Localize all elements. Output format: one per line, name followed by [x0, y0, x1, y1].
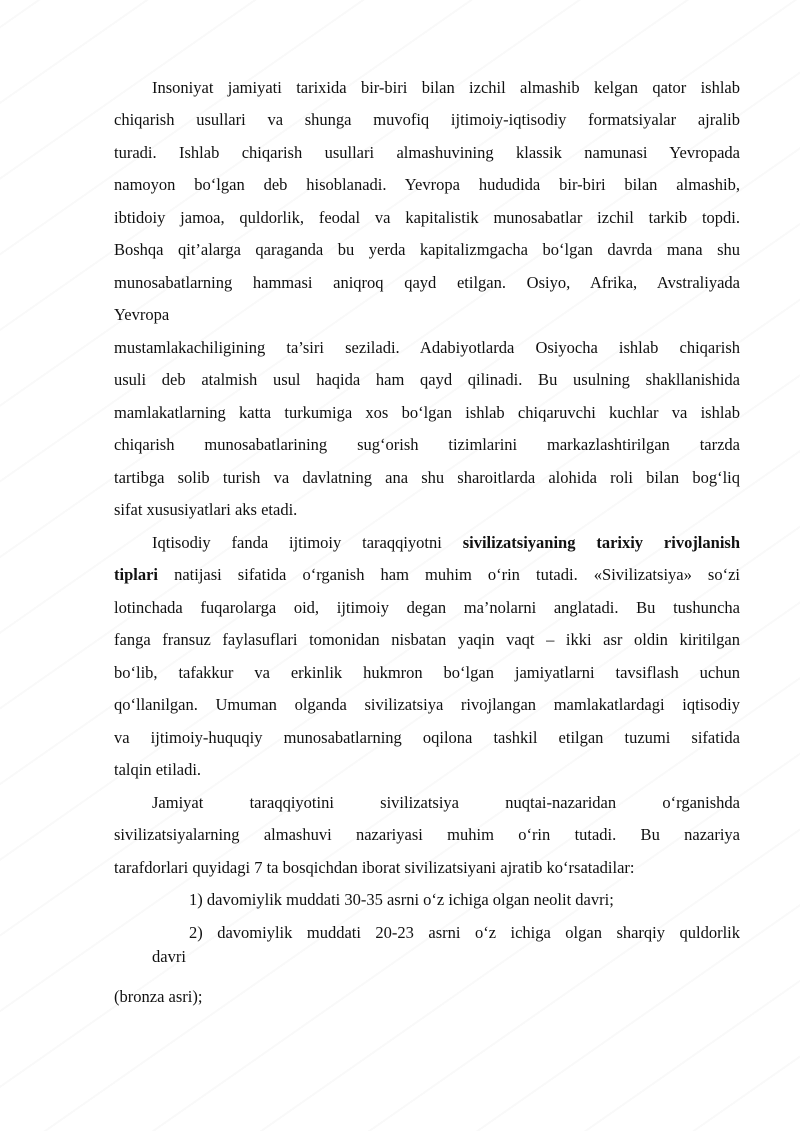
paragraph-line: Yevropa — [114, 305, 170, 324]
paragraph-line: tartibga solib turish va davlatning ana shu sharoitlarda alohida roli bilan bog‘liq — [114, 468, 740, 487]
paragraph-line: sivilizatsiyalarning almashuvi nazariyasi muhim o‘rin tutadi. Bu nazariya — [114, 825, 740, 844]
paragraph-line: mamlakatlarning katta turkumiga xos bo‘lgan ishlab chiqaruvchi kuchlar va ishlab — [114, 403, 740, 422]
paragraph-line: chiqarish munosabatlarining sug‘orish tizimlarini markazlashtirilgan tarzda — [114, 435, 740, 454]
paragraph-line: fanga fransuz faylasuflari tomonidan nisbatan yaqin vaqt – ikki asr oldin kiritilgan — [114, 630, 740, 649]
paragraph-line: Insoniyat jamiyati tarixida bir-biri bilan izchil almashib kelgan qator ishlab — [152, 78, 740, 97]
paragraph-line: bo‘lib, tafakkur va erkinlik hukmron bo‘lgan jamiyatlarni tavsiflash uchun — [114, 663, 740, 682]
paragraph-line: usuli deb atalmish usul haqida ham qayd qilinadi. Bu usulning shakllanishida — [114, 370, 740, 389]
list-item-continuation: davri — [152, 947, 186, 966]
paragraph-line: lotinchada fuqarolarga oid, ijtimoiy degan ma’nolarni anglatadi. Bu tushuncha — [114, 598, 740, 617]
paragraph-line: va ijtimoiy-huquqiy munosabatlarning oqilona tashkil etilgan tuzumi sifatida — [114, 728, 740, 747]
line-text: Iqtisodiy fanda ijtimoiy taraqqiyotni — [152, 533, 442, 552]
paragraph-line: chiqarish usullari va shunga muvofiq ijtimoiy-iqtisodiy formatsiyalar ajralib — [114, 110, 740, 129]
paragraph-line — [114, 559, 740, 592]
paragraph-line: tarafdorlari quyidagi 7 ta bosqichdan iborat sivilizatsiyani ajratib ko‘rsatadilar: — [114, 858, 635, 877]
paragraph-line: Boshqa qit’alarga qaraganda bu yerda kapitalizmgacha bo‘lgan davrda mana shu — [114, 240, 740, 259]
paragraph-line: Jamiyat taraqqiyotini sivilizatsiya nuqtai-nazaridan o‘rganishda — [152, 793, 740, 812]
paragraph-line: talqin etiladi. — [114, 760, 202, 779]
list-item: 1) davomiylik muddati 30-35 asrni o‘z ichiga olgan neolit davri; — [189, 890, 614, 909]
paragraph-line: mustamlakachiligining ta’siri seziladi. Adabiyotlarda Osiyocha ishlab chiqarish — [114, 338, 740, 357]
list-item: 2) davomiylik muddati 20-23 asrni o‘z ichiga olgan sharqiy quldorlik — [189, 923, 740, 942]
paragraph-line — [152, 527, 740, 560]
paragraph-line: sifat xususiyatlari aks etadi. — [114, 500, 298, 519]
paragraph-line: turadi. Ishlab chiqarish usullari almashuvining klassik namunasi Yevropada — [114, 143, 740, 162]
list-item-continuation: (bronza asri); — [114, 987, 203, 1006]
paragraph-line: ibtidoiy jamoa, quldorlik, feodal va kapitalistik munosabatlar izchil tarkib topdi. — [114, 208, 740, 227]
paragraph-line: namoyon bo‘lgan deb hisoblanadi. Yevropa hududida bir-biri bilan almashib, — [114, 175, 740, 194]
paragraph-line: qo‘llanilgan. Umuman olganda sivilizatsiya rivojlangan mamlakatlardagi iqtisodiy — [114, 695, 740, 714]
bold-term: tiplari — [114, 565, 158, 584]
bold-term: sivilizatsiyaning tarixiy rivojlanish — [462, 533, 741, 552]
paragraph-line: munosabatlarning hammasi aniqroq qayd etilgan. Osiyo, Afrika, Avstraliyada — [114, 273, 740, 292]
line-text: natijasi sifatida o‘rganish ham muhim o‘rin tutadi. «Sivilizatsiya» so‘zi — [174, 565, 740, 584]
